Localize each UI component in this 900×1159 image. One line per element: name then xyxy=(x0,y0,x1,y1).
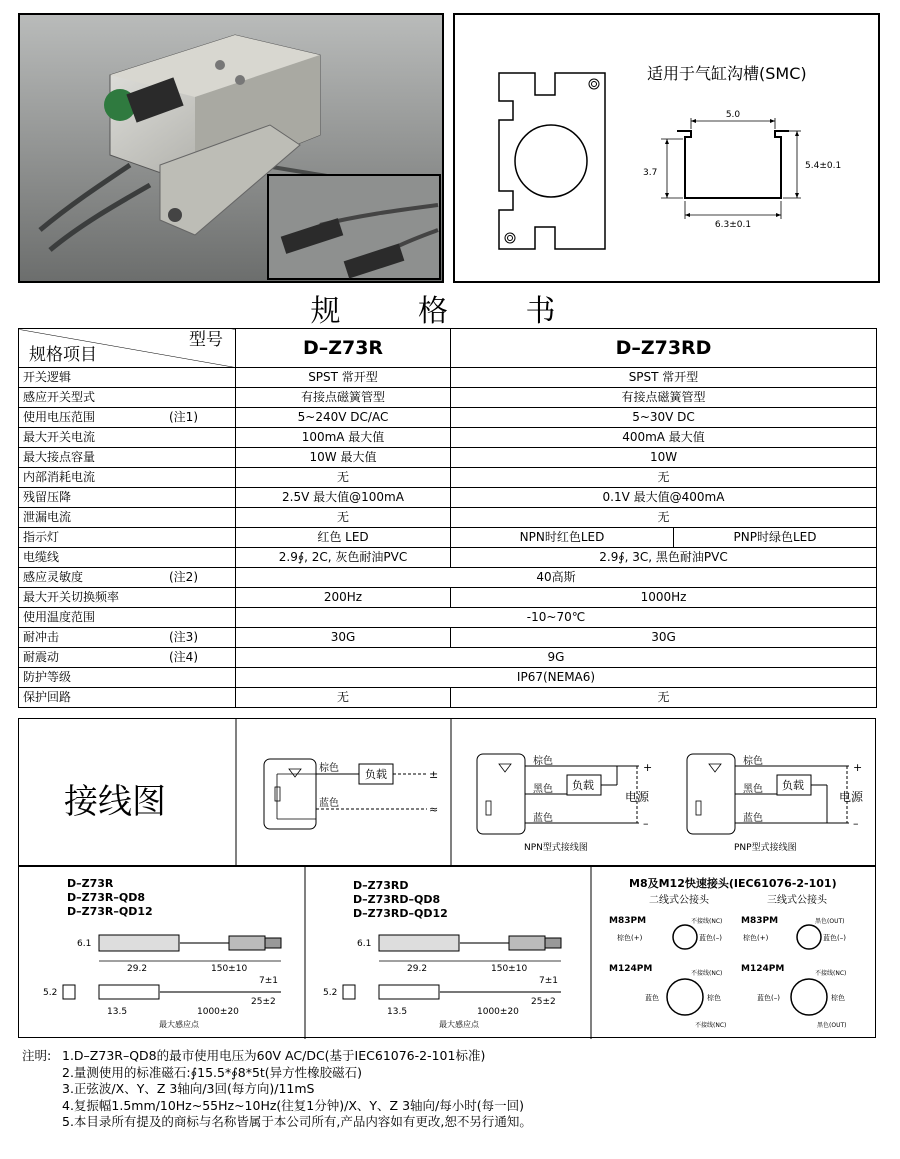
note-line-2 xyxy=(22,1065,532,1082)
spec-item-cell xyxy=(19,648,236,668)
spec-value-rd: 2.9∮, 3C, 黑色耐油PVC xyxy=(451,548,877,568)
spec-value-r: 有接点磁簧管型 xyxy=(236,388,451,408)
spec-item-label: 开关逻辑 xyxy=(23,370,72,384)
table-row xyxy=(19,548,877,568)
spec-item-cell xyxy=(19,668,236,688)
table-row xyxy=(19,508,877,528)
spec-value-r: 2.9∮, 2C, 灰色耐油PVC xyxy=(236,548,451,568)
spec-value-rd: 有接点磁簧管型 xyxy=(451,388,877,408)
spec-item-cell xyxy=(19,608,236,628)
spec-item-label: 指示灯 xyxy=(23,530,60,544)
pnp-brown: 棕色 xyxy=(743,756,763,767)
label-load: 负载 xyxy=(365,768,387,781)
model-header-r: D–Z73R xyxy=(236,329,451,368)
m124-2w-pin2: 不接线(NC) xyxy=(691,970,723,977)
pnp-caption: PNP型式接线图 xyxy=(734,843,797,853)
sense-point-r: 最大感应点 xyxy=(159,1020,199,1029)
spec-item-cell xyxy=(19,428,236,448)
dim-rd-292: 29.2 xyxy=(407,964,428,974)
npn-load: 负载 xyxy=(572,779,594,792)
spec-value-both: 9G xyxy=(236,648,877,668)
page-title: 规 格 书 xyxy=(310,294,590,329)
spec-item-label: 内部消耗电流 xyxy=(23,470,96,484)
note-1: 1.D–Z73R–QD8的最市使用电压为60V AC/DC(基于IEC61076-2-101标准) xyxy=(62,1048,486,1063)
note-line-3 xyxy=(22,1081,532,1098)
model-r: D–Z73R xyxy=(67,877,114,890)
spec-item-cell xyxy=(19,628,236,648)
groove-title: 适用于气缸沟槽(SMC) xyxy=(647,64,807,83)
spec-item-label: 残留压降 xyxy=(23,490,72,504)
dimension-section xyxy=(18,866,876,1038)
dim-r-1000: 1000±20 xyxy=(197,1007,239,1017)
dim-r-61: 6.1 xyxy=(77,939,92,949)
note-5: 5.本目录所有提及的商标与名称皆属于本公司所有,产品内容如有更改,恕不另行通知。 xyxy=(62,1114,532,1129)
npn-plus: + xyxy=(643,761,653,774)
m83-3w-pin4: 黑色(OUT) xyxy=(815,918,845,925)
three-wire-label: 三线式公接头 xyxy=(767,895,827,906)
npn-blue: 蓝色 xyxy=(533,813,553,824)
spec-value-r: 无 xyxy=(236,468,451,488)
table-row xyxy=(19,568,877,588)
spec-item-label: 使用温度范围 xyxy=(23,610,96,624)
dim-r-71: 7±1 xyxy=(259,976,278,986)
spec-value-rd: 无 xyxy=(451,688,877,708)
corner-model-label: 型号 xyxy=(189,330,223,350)
product-photo xyxy=(18,13,444,283)
model-header-rd: D–Z73RD xyxy=(451,329,877,368)
sense-point-rd: 最大感应点 xyxy=(439,1020,479,1029)
spec-item-label: 泄漏电流 xyxy=(23,510,72,524)
notes-prefix: 注明: xyxy=(22,1048,52,1063)
spec-item-cell xyxy=(19,488,236,508)
pnp-black: 黑色 xyxy=(743,784,763,795)
spec-value-r: 200Hz xyxy=(236,588,451,608)
bore-circle xyxy=(515,125,587,197)
table-row xyxy=(19,588,877,608)
table-row xyxy=(19,688,877,708)
m83-2w-pin1: 棕色(+) xyxy=(617,934,643,942)
spec-item-note: (注2) xyxy=(169,570,198,584)
dim-rd-52: 5.2 xyxy=(323,988,338,998)
table-row xyxy=(19,448,877,468)
pnp-blue: 蓝色 xyxy=(743,813,763,824)
spec-item-cell xyxy=(19,408,236,428)
dim-bottom: 6.3±0.1 xyxy=(714,220,752,230)
spec-value-r: 红色 LED xyxy=(236,528,451,548)
table-corner-cell xyxy=(19,329,236,368)
dim-rd-150: 150±10 xyxy=(491,964,528,974)
sensor-dimension-drawing-rd xyxy=(323,935,561,1029)
spec-item-cell xyxy=(19,388,236,408)
wiring-diagram-r xyxy=(264,759,438,829)
m124-3w-pin3: 蓝色(–) xyxy=(757,994,780,1002)
dim-left: 3.7 xyxy=(643,168,658,178)
spec-item-note: (注4) xyxy=(169,650,198,664)
model-r-qd12: D–Z73R–QD12 xyxy=(67,905,153,918)
label-brown: 棕色 xyxy=(319,763,339,774)
spec-item-cell xyxy=(19,528,236,548)
spec-value-r: SPST 常开型 xyxy=(236,368,451,388)
spec-item-label: 感应开关型式 xyxy=(23,390,96,404)
wiring-section xyxy=(18,718,876,866)
table-row xyxy=(19,488,877,508)
m124-2w-pin1: 棕色 xyxy=(707,994,721,1002)
ac-symbol-top: ± xyxy=(429,768,439,781)
spec-item-note: (注3) xyxy=(169,630,198,644)
note-2: 2.量测使用的标准磁石:∮15.5*∮8*5t(异方性橡胶磁石) xyxy=(62,1064,363,1080)
spec-item-label: 耐冲击 xyxy=(23,630,60,644)
dim-rd-61: 6.1 xyxy=(357,939,372,949)
m83-3w-pin3: 蓝色(–) xyxy=(823,934,846,942)
pnp-load: 负载 xyxy=(782,779,804,792)
note-4: 4.复振幅1.5mm/10Hz~55Hz~10Hz(往复1分钟)/X、Y、Z 3轴向/每小时(每一回) xyxy=(62,1097,524,1113)
spec-value-rd: 0.1V 最大值@400mA xyxy=(451,488,877,508)
dim-rd-252: 25±2 xyxy=(531,997,556,1007)
m124-label-2w: M124PM xyxy=(609,964,653,974)
table-row xyxy=(19,628,877,648)
m83-label-3w: M83PM xyxy=(741,916,779,926)
dim-top: 5.0 xyxy=(725,110,741,120)
spec-item-note: (注1) xyxy=(169,410,198,424)
two-wire-label: 二线式公接头 xyxy=(649,895,709,906)
table-row xyxy=(19,528,877,548)
pnp-plus: + xyxy=(853,761,863,774)
spec-value-r: 2.5V 最大值@100mA xyxy=(236,488,451,508)
connector-title: M8及M12快速接头(IEC61076-2-101) xyxy=(629,877,837,890)
spec-item-cell xyxy=(19,588,236,608)
spec-item-label: 耐震动 xyxy=(23,650,60,664)
m124-2w-pin4: 不接线(NC) xyxy=(695,1022,727,1029)
spec-value-r: 100mA 最大值 xyxy=(236,428,451,448)
model-rd: D–Z73RD xyxy=(353,879,409,892)
spec-value-rd: 10W xyxy=(451,448,877,468)
spec-item-cell xyxy=(19,688,236,708)
m124-2w-pin3: 蓝色 xyxy=(645,994,659,1002)
dim-r-252: 25±2 xyxy=(251,997,276,1007)
spec-value-both: IP67(NEMA6) xyxy=(236,668,877,688)
spec-value-both: 40高斯 xyxy=(236,568,877,588)
m83-2w-pin3: 蓝色(–) xyxy=(699,934,722,942)
spec-item-cell xyxy=(19,548,236,568)
spec-value-r: 无 xyxy=(236,508,451,528)
spec-item-label: 最大开关切换频率 xyxy=(23,590,120,604)
spec-item-label: 最大开关电流 xyxy=(23,430,96,444)
dim-right: 5.4±0.1 xyxy=(805,161,842,171)
sensor-dimension-drawing-r xyxy=(43,935,281,1029)
wiring-label: 接线图 xyxy=(64,782,166,822)
npn-brown: 棕色 xyxy=(533,756,553,767)
spec-item-cell xyxy=(19,368,236,388)
groove-diagram-panel xyxy=(453,13,880,283)
pnp-power: 电源 xyxy=(839,790,864,804)
npn-black: 黑色 xyxy=(533,784,553,795)
spec-value-r: 无 xyxy=(236,688,451,708)
spec-value-r: 10W 最大值 xyxy=(236,448,451,468)
groove-profile xyxy=(677,131,789,198)
m83-label-2w: M83PM xyxy=(609,916,647,926)
dim-rd-135: 13.5 xyxy=(387,1007,408,1017)
notes-section xyxy=(22,1048,532,1131)
spec-value-rd-pnp: PNP时绿色LED xyxy=(674,528,877,548)
spec-item-cell xyxy=(19,448,236,468)
spec-item-cell xyxy=(19,568,236,588)
npn-minus: – xyxy=(643,817,649,830)
note-line-5 xyxy=(22,1114,532,1131)
dim-rd-1000: 1000±20 xyxy=(477,1007,519,1017)
table-row xyxy=(19,608,877,628)
wiring-diagram-npn xyxy=(477,754,652,853)
spec-value-rd-npn: NPN时红色LED xyxy=(451,528,674,548)
model-rd-qd8: D–Z73RD–QD8 xyxy=(353,893,441,906)
spec-value-r: 30G xyxy=(236,628,451,648)
note-line-4 xyxy=(22,1098,532,1115)
corner-item-label: 规格项目 xyxy=(29,345,97,365)
table-row xyxy=(19,468,877,488)
spec-value-rd: 30G xyxy=(451,628,877,648)
spec-value-rd: 无 xyxy=(451,468,877,488)
pnp-minus: – xyxy=(853,817,859,830)
m124-3w-pin2: 不接线(NC) xyxy=(815,970,847,977)
spec-item-label: 防护等级 xyxy=(23,670,72,684)
spec-item-label: 保护回路 xyxy=(23,690,72,704)
table-row xyxy=(19,648,877,668)
dim-rd-71: 7±1 xyxy=(539,976,558,986)
label-blue: 蓝色 xyxy=(319,798,339,809)
dim-r-52: 5.2 xyxy=(43,988,58,998)
model-r-qd8: D–Z73R–QD8 xyxy=(67,891,146,904)
m83-3w-pin1: 棕色(+) xyxy=(743,934,769,942)
table-row xyxy=(19,388,877,408)
spec-value-rd: 400mA 最大值 xyxy=(451,428,877,448)
note-3: 3.正弦波/X、Y、Z 3轴向/3回(每方向)/11mS xyxy=(62,1081,315,1096)
connector-pinouts xyxy=(609,876,846,1029)
spec-value-both: -10~70℃ xyxy=(236,608,877,628)
m83-2w-pin4: 不接线(NC) xyxy=(691,918,723,925)
ac-symbol-bottom: ≈ xyxy=(429,803,439,816)
table-row xyxy=(19,428,877,448)
m124-3w-pin4: 黑色(OUT) xyxy=(817,1022,847,1029)
cylinder-photo-illustration xyxy=(20,15,442,281)
model-rd-qd12: D–Z73RD–QD12 xyxy=(353,907,448,920)
note-line-1 xyxy=(22,1048,532,1065)
spec-table xyxy=(18,328,877,708)
dim-r-150: 150±10 xyxy=(211,964,248,974)
wiring-diagram-pnp xyxy=(687,754,864,853)
npn-power: 电源 xyxy=(625,790,650,804)
spec-item-label: 使用电压范围 xyxy=(23,410,96,424)
spec-value-rd: 5~30V DC xyxy=(451,408,877,428)
table-row xyxy=(19,668,877,688)
m124-label-3w: M124PM xyxy=(741,964,785,974)
dim-r-135: 13.5 xyxy=(107,1007,128,1017)
spec-value-rd: SPST 常开型 xyxy=(451,368,877,388)
spec-value-rd: 无 xyxy=(451,508,877,528)
spec-value-rd: 1000Hz xyxy=(451,588,877,608)
npn-caption: NPN型式接线图 xyxy=(524,843,588,853)
table-row xyxy=(19,368,877,388)
m124-3w-pin1: 棕色 xyxy=(831,994,845,1002)
spec-item-label: 感应灵敏度 xyxy=(23,570,84,584)
spec-item-cell xyxy=(19,508,236,528)
table-row xyxy=(19,408,877,428)
dim-r-292: 29.2 xyxy=(127,964,148,974)
spec-item-label: 电缆线 xyxy=(23,550,60,564)
spec-value-r: 5~240V DC/AC xyxy=(236,408,451,428)
spec-item-cell xyxy=(19,468,236,488)
spec-item-label: 最大接点容量 xyxy=(23,450,96,464)
table-header-row xyxy=(19,329,877,368)
